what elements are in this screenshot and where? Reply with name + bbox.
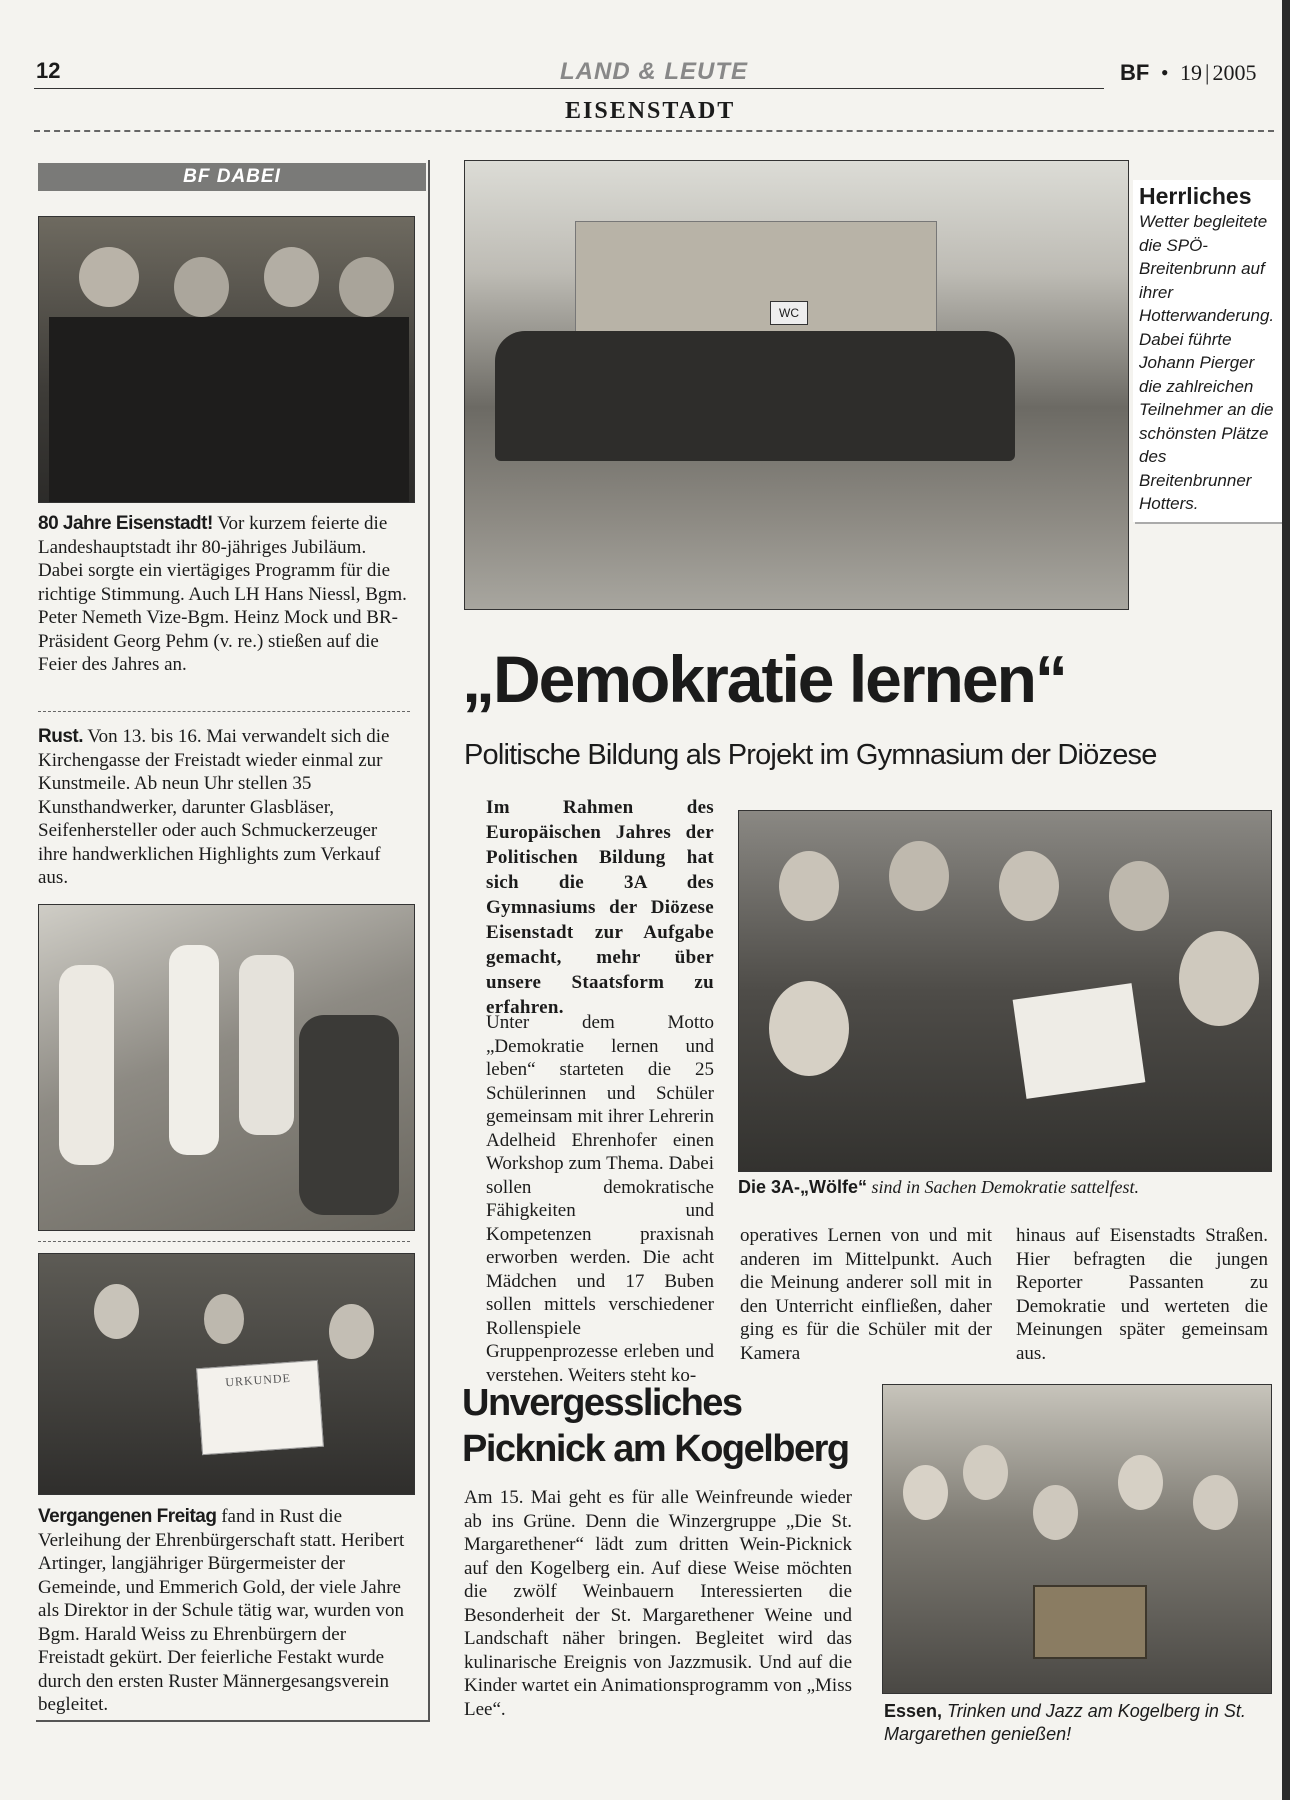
sidebar-item-citizenship [38,1505,410,1717]
main-col1: Unter dem Motto „Demokratie lernen und leben“ starteten die 25 Schülerinnen und Schüler gemeinsam mit ihrer Lehrerin Adelheid Ehrenhofer einen Workshop zum Thema. Dabei sollen demokratische Fähigkeiten und Kompetenzen praxisnah erworben werden. Die acht Mädchen und 17 Buben sollen mittels verschiedener Rollenspiele Gruppenprozesse erleben und verstehen. Weiters steht ko- [486,1012,714,1386]
sidebar-item-anniversary [38,512,410,677]
caption-title-herrliches: Herrliches [1139,183,1252,209]
photo-caption-box [1133,180,1282,522]
photo-pottery-market [38,904,415,1231]
sidebar-divider-2 [38,1241,410,1242]
sidebar-text-rust: Von 13. bis 16. Mai verwandelt sich die Kirchengasse der Freistadt wieder einmal zur Kunstmeile. Ab neun Uhr stellen 35 Kunsthandwerker, darunter Glasbläser, Seifenhersteller oder auch Schmuckerzeuger ihre handwerklichen Highlights zum Verkauf aus. [38,726,390,888]
photo-anniversary-toast [38,216,415,503]
masthead: BF • 19 | 2005 [1120,60,1257,85]
main-col3: hinaus auf Eisenstadts Straßen. Hier befragten die jungen Reporter Passanten zu Demokratie und werteten die Meinungen später gemeinsam aus. [1016,1225,1268,1364]
class-caption-italic: sind in Sachen Demokratie sattelfest. [867,1177,1139,1197]
wc-sign: WC [770,301,808,325]
certificate-title: URKUNDE [224,1370,292,1390]
scan-edge [1282,0,1290,1800]
publication-logo: BF [1120,60,1150,85]
class-photo-caption [738,1177,1270,1198]
class-caption-bold: Die 3A-„Wölfe“ [738,1177,868,1197]
photo-class-3a [738,810,1272,1172]
second-headline [462,1380,849,1472]
main-col2: operatives Lernen von und mit anderen im Mittelpunkt. Auch die Meinung anderer soll mit in den Unterricht einfließen, daher ging es für die Schüler mit der Kamera [740,1225,992,1364]
issue-number: 19 [1180,60,1203,85]
section-title: LAND & LEUTE [560,58,748,85]
picnic-caption-bold: Essen, [884,1701,943,1721]
sidebar-divider-1 [38,711,410,712]
page-number: 12 [36,58,61,83]
photo-hiking-group [464,160,1129,610]
sidebar-label: BF DABEI [38,163,426,191]
issue-year: 2005 [1212,60,1257,85]
main-lead: Im Rahmen des Europäischen Jahres der Politischen Bildung hat sich die 3A des Gymnasiums der Diözese Eisenstadt zur Aufgabe gemacht, mehr über unsere Staatsform zu erfahren. [486,797,714,1018]
sidebar-kicker-anniversary: 80 Jahre Eisenstadt! [38,513,213,534]
sidebar-kicker-rust: Rust. [38,726,83,747]
picnic-caption [884,1700,1270,1746]
sidebar-kicker-citizenship: Vergangenen Freitag [38,1506,217,1527]
photo-picnic-winemakers [882,1384,1272,1694]
subsection-title: EISENSTADT [565,98,736,124]
picnic-caption-italic: Trinken und Jazz am Kogelberg in St. Margarethen genießen! [884,1701,1246,1744]
header-dashed-rule [34,130,1274,132]
sidebar-text-anniversary: Vor kurzem feierte die Landeshauptstadt ihr 80-jähriges Jubiläum. Dabei sorgte ein viertägiges Programm für die richtige Stimmung. Auch LH Hans Niessl, Bgm. Peter Nemeth Vize-Bgm. Heinz Mock und BR-Präsident Georg Pehm (v. re.) stießen auf die Feier des Jahres an. [38,513,407,675]
caption-text-hike: Wetter begleitete die SPÖ-Breitenbrunn auf ihrer Hotterwanderung. Dabei führte Johann Pierger die zahlreichen Teilnehmer an die schönsten Plätze des Breitenbrunner Hotters. [1139,212,1275,513]
second-headline-line1: Unvergessliches [462,1382,742,1424]
header-rule [34,88,1104,89]
second-headline-line2: Picknick am Kogelberg [462,1428,849,1470]
sidebar-item-rust [38,725,410,890]
main-subheadline: Politische Bildung als Projekt im Gymnasium der Diözese [464,739,1157,771]
sidebar-text-citizenship: fand in Rust die Verleihung der Ehrenbürgerschaft statt. Heribert Artinger, langjähriger Bürgermeister der Gemeinde, und Emmerich Gold, der viele Jahre als Direktor in der Schule tätig war, wurden von Bgm. Harald Weiss zu Ehrenbürgern der Freistadt gekürt. Der feierliche Festakt wurde durch den ersten Ruster Männergesangsverein begleitet. [38,1506,405,1715]
photo-honorary-citizenship [38,1253,415,1495]
second-body: Am 15. Mai geht es für alle Weinfreunde wieder ab ins Grüne. Denn die Winzergruppe „Die St. Margarethener“ lädt zum dritten Wein-Picknick auf den Kogelberg ein. Auf diese Weise möchten die zwölf Weinbauern Interessierten die Besonderheit der St. Margarethener Weine und Landschaft näher bringen. Begleitet wird das kulinarische Ereignis von Jazzmusik. Und auf die Kinder wartet ein Animationsprogramm von „Miss Lee“. [464,1487,852,1720]
main-headline: „Demokratie lernen“ [462,642,1066,716]
